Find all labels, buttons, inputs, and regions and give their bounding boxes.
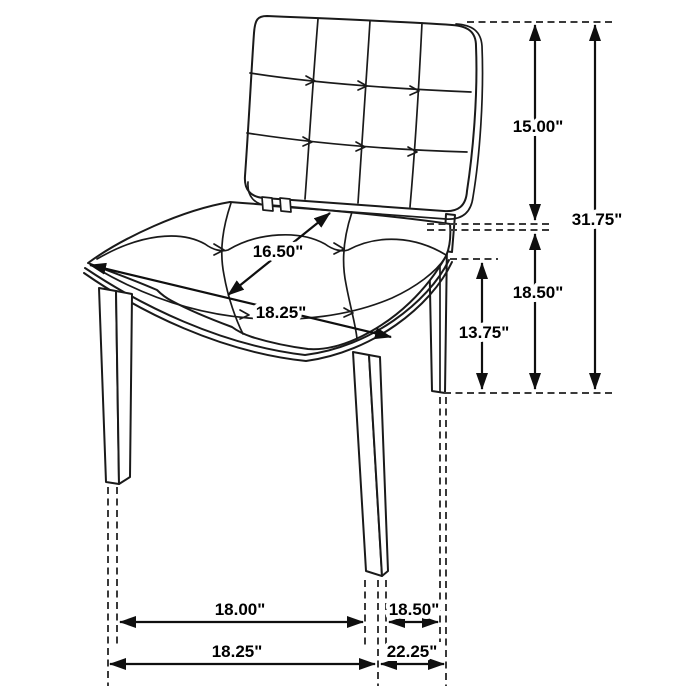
dim-label-overall-depth: 22.25" (386, 642, 438, 661)
dim-label-overall-width: 18.25" (211, 642, 263, 661)
front-right-leg (353, 352, 388, 576)
dim-label-apron-height: 13.75" (458, 323, 510, 342)
dim-label-seat-depth: 16.50" (252, 242, 304, 261)
dim-label-seat-width: 18.25" (255, 303, 307, 322)
backrest-connector-tab (262, 197, 273, 211)
front-left-leg (99, 288, 132, 484)
backrest-outline (245, 16, 477, 211)
seat-cushion (88, 202, 450, 349)
seat-cushion-outline (88, 202, 450, 349)
dim-label-front-leg-span: 18.00" (214, 600, 266, 619)
dim-label-overall-height: 31.75" (571, 210, 623, 229)
dim-label-back-height: 15.00" (512, 117, 564, 136)
backrest (245, 16, 483, 219)
backrest-connector-tab (280, 198, 291, 212)
dim-label-leg-depth-span: 18.50" (388, 600, 440, 619)
dim-label-seat-height: 18.50" (512, 283, 564, 302)
chair-drawing (84, 16, 483, 576)
